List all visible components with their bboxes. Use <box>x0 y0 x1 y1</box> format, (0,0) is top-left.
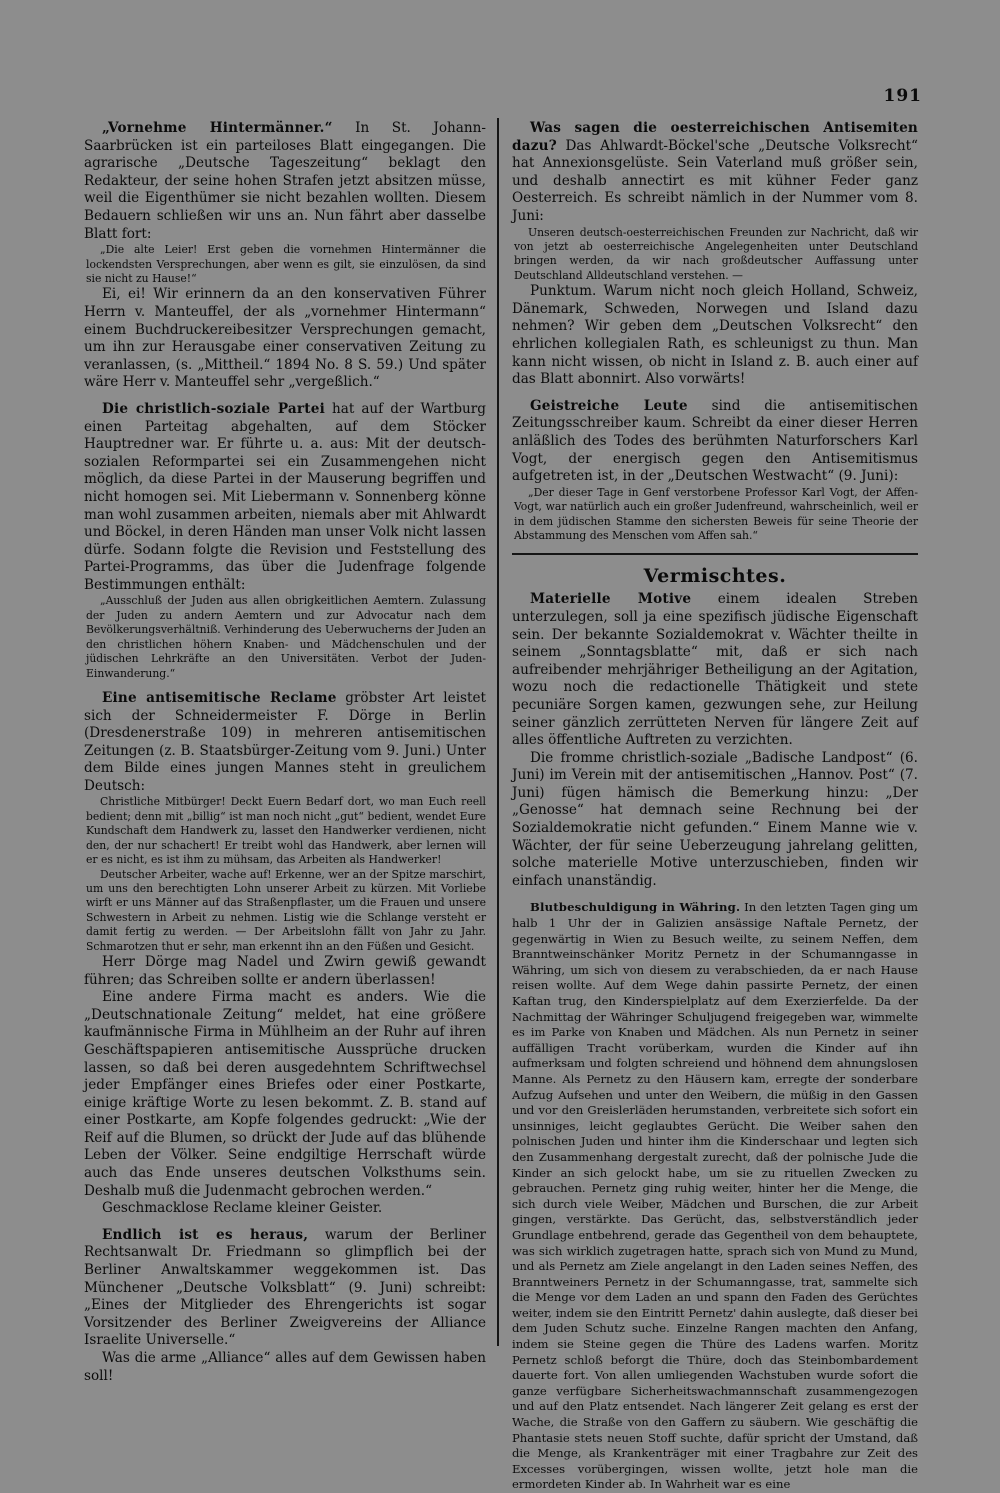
article-oesterreichische-antisemiten <box>512 120 918 226</box>
section-title: Vermischtes. <box>643 565 787 588</box>
article-text: hat auf der Wartburg einen Parteitag abgehalten, auf dem Stöcker Hauptredner war. Er führte u. a. aus: Mit der deutsch-sozialen Reformpartei sei ein Zusammengehen nicht möglich, da diese Partei in der Mauserung begriffen und nicht homogen sei. Mit Liebermann v. Sonnenberg könne man wohl zusammen arbeiten, niemals aber mit Ahlwardt und Böckel, in deren Händen man unser Volk nicht lassen dürfe. Sodann folgte die Revision und Feststellung des Partei-Programms, das über die Judenfrage folgende Bestimmungen enthält: <box>84 400 487 593</box>
quote-block: Unseren deutsch-oesterreichischen Freunden zur Nachricht, daß wir von jetzt ab oesterreichische Angelegenheiten unter Deutschland bringen werden, da wir nach großdeutscher Auffassung unter Deutschland Alldeutschland verstehen. — <box>514 225 918 282</box>
quote-block: „Ausschluß der Juden aus allen obrigkeitlichen Aemtern. Zulassung der Juden zu andern Aemtern und zur Advocatur nach dem Bevölkerungsverhältniß. Verhinderung des Ueberwucherns der Juden an den christlichen höhern Knaben- und Mädchenschulen und der jüdischen Lehrkräfte an den Universitäten. Verbot der Juden-Einwanderung.“ <box>86 594 486 680</box>
quote-block: Deutscher Arbeiter, wache auf! Erkenne, wer an der Spitze marschirt, um uns den berechtigten Lohn unserer Arbeit zu kürzen. Mit Vorliebe wirft er uns Männer auf das Straßenpflaster, um die Frauen und unsere Schwestern in Arbeit zu nehmen. Listig wie die Schlange versteht er damit fertig zu werden. — Der Arbeitslohn fällt von Jahr zu Jahr. Schmarotzen thut er sehr, man erkennt ihn an den Füßen und Gesicht. <box>86 867 486 953</box>
article-endlich-ist-es-heraus <box>84 1227 486 1350</box>
left-column <box>84 120 487 1384</box>
article-heading: Die christlich-soziale Partei <box>102 400 325 417</box>
article-antisemitische-reclame <box>84 690 486 796</box>
right-column <box>512 120 918 1492</box>
article-text: Punktum. Warum nicht noch gleich Holland, Schweiz, Dänemark, Schweden, Norwegen und Island dazu nehmen? Wir geben dem „Deutschen Volksrecht“ den ehrlichen kollegialen Rath, es schleunigst zu thun. Man kann nicht wissen, ob nicht in Island z. B. auch einer auf das Blatt abonnirt. Also vorwärts! <box>512 283 918 388</box>
page-number: 191 <box>883 86 922 106</box>
quote-block: „Die alte Leier! Erst geben die vornehmen Hintermänner die lockendsten Versprechungen, aber wenn es gilt, sie einzulösen, da sind sie nicht zu Hause!“ <box>86 243 486 285</box>
quote-block: „Der dieser Tage in Genf verstorbene Professor Karl Vogt, der Affen-Vogt, war natürlich auch ein großer Judenfreund, wahrscheinlich, weil er in dem jüdischen Stamme den sichersten Beweis für seine Theorie der Abstammung des Menschen vom Affen sah.“ <box>514 485 918 542</box>
article-text: Das Ahlwardt-Böckel'sche „Deutsche Volksrecht“ hat Annexionsgelüste. Sein Vaterland muß größer sein, und deshalb annectirt es mit kühner Feder ganz Oesterreich. Es schreibt nämlich in der Nummer vom 8. Juni: <box>512 137 918 224</box>
article-text: gröbster Art leistet sich der Schneidermeister F. Dörge in Berlin (Dresdenerstraße 109) in mehreren antisemitischen Zeitungen (z. B. Staatsbürger-Zeitung vom 9. Juni.) Unter dem Bilde eines jungen Mannes steht in greulichem Deutsch: <box>84 689 486 794</box>
article-text: In St. Johann-Saarbrücken ist ein parteiloses Blatt eingegangen. Die agrarische „Deutsche Tageszeitung“ beklagt den Redakteur, der seine hohen Strafen jetzt absitzen müsse, weil die Eigenthümer sie nicht bezahlen wollten. Diesem Bedauern schließen wir uns an. Nun fährt aber dasselbe Blatt fort: <box>84 120 486 242</box>
article-materielle-motive <box>512 591 918 749</box>
article-christlich-soziale-partei <box>84 401 486 595</box>
article-text: sind die antisemitischen Zeitungsschreiber kaum. Schreibt da einer dieser Herren anläßlich des Todes des berühmten Naturforschers Karl Vogt, der energisch gegen den Antisemitismus aufgetreten ist, in der „Deutschen Westwacht“ (9. Juni): <box>512 397 918 485</box>
article-text: Die fromme christlich-soziale „Badische Landpost“ (6. Juni) im Verein mit der antisemitischen „Hannov. Post“ (7. Juni) fügen hämisch die Bemerkung hinzu: „Der „Genosse“ hat demnach seine Rechnung bei der Sozialdemokratie nicht gefunden.“ Einem Manne wie v. Wächter, der für seine Ueberzeugung jahrelang gelitten, solche materielle Motive unterzuschieben, finden wir einfach unanständig. <box>512 749 918 889</box>
column-divider <box>497 118 499 1346</box>
article-text: warum der Berliner Rechtsanwalt Dr. Friedmann so glimpflich bei der Berliner Anwaltskammer weggekommen ist. Das Münchener „Deutsche Volksblatt“ (9. Juni) schreibt: „Eines der Mitglieder des Ehrengerichts ist sogar Vorsitzender des Berliner Zweigvereins der Alliance Israelite Universelle.“ <box>84 1226 486 1349</box>
article-vornehme-hintermaenner <box>84 120 486 243</box>
article-text: einem idealen Streben unterzulegen, soll ja eine spezifisch jüdische Eigenschaft sein. Der bekannte Sozialdemokrat v. Wächter theilte in seinem „Sonntagsblatte“ mit, daß er sich nach aufreibender mehrjähriger Betheiligung an der Agitation, wozu noch die redactionelle Thätigkeit und stete pecuniäre Sorgen kamen, gezwungen sehe, zur Heilung seiner gänzlich zerrütteten Nerven für längere Zeit auf alles öffentliche Auftreten zu verzichten. <box>512 591 918 749</box>
section-divider <box>512 553 918 555</box>
quote-block: Christliche Mitbürger! Deckt Euern Bedarf dort, wo man Euch reell bedient; denn mit „billig“ ist man noch nicht „gut“ bedient, wendet Eure Kundschaft dem Handwerk zu, lasset den Handwerker verdienen, nicht den, der nur schachert! Er treibt wohl das Handwerk, aber lernen will er es nicht, es ist ihm zu mühsam, das Arbeiten als Handwerker! <box>86 795 486 867</box>
article-text: Ei, ei! Wir erinnern da an den konservativen Führer Herrn v. Manteuffel, der als „vornehmer Hintermann“ einem Buchdruckereibesitzer Versprechungen gemacht, um ihn zur Herausgabe einer conservativen Zeitung zu veranlassen, (s. „Mittheil.“ 1894 No. 8 S. 59.) Und später wäre Herr v. Manteuffel sehr „vergeßlich.“ <box>84 286 486 391</box>
article-text: Herr Dörge mag Nadel und Zwirn gewiß gewandt führen; das Schreiben sollte er andern überlassen! <box>84 953 486 988</box>
article-text: In den letzten Tagen ging um halb 1 Uhr der in Galizien ansässige Naftale Pernetz, der gegenwärtig in Wien zu Besuch weilte, zu seinem Neffen, dem Branntweinschänker Moritz Pernetz in der Schumanngasse in Währing, um sich von diesem zu verabschieden, da er nach Hause reisen wollte. Auf dem Wege dahin passirte Pernetz, der einen Kaftan trug, den Kinderspielplatz auf dem Exerzierfelde. Da der Nachmittag der Währinger Schuljugend freigegeben war, wimmelte es im Parke von Knaben und Mädchen. Als nun Pernetz in seiner auffälligen Tracht vorüberkam, wurden die Kinder auf ihn aufmerksam und folgten schreiend und höhnend dem ahnungslosen Manne. Als Pernetz zu den Häusern kam, erregte der sonderbare Aufzug Aufsehen und unter den Weibern, die müßig in den Gassen und vor den Greislerläden herumstanden, verbreitete sich sofort ein unsinniges, leicht geglaubtes Gerücht. Die Weiber sahen den polnischen Juden und hinter ihm die Kinderschaar und legten sich den Zusammenhang dergestalt zurecht, daß der polnische Jude die Kinder an sich gelockt habe, um sie zu rituellen Zwecken zu gebrauchen. Pernetz ging ruhig weiter, hinter her die Menge, die sich durch viele Weiber, Mädchen und Burschen, die zur Arbeit gingen, verstärkte. Das Gerücht, das, selbstverständlich jeder Grundlage entbehrend, gerade das Gegentheil von dem behauptete, was sich wirklich zugetragen hatte, sprach sich von Mund zu Mund, und als Pernetz am Ziele angelangt in den Laden seines Neffen, des Branntweiners Pernetz in der Schumanngasse, trat, sammelte sich die Menge vor dem Laden an und spann den Faden des Gerüchtes weiter, indem sie den Eintritt Pernetz' dahin auslegte, daß dieser bei dem Juden Schutz suche. Einzelne Rangen machten den Anfang, indem sie Steine gegen die Thüre des Ladens warfen. Moritz Pernetz schloß beforgt die Thüre, doch das Steinbombardement dauerte fort. Von allen umliegenden Wachstuben wurde sofort die ganze verfügbare Sicherheitswachmannschaft zusammengezogen und auf den Platz entsendet. Nach längerer Zeit gelang es erst der Wache, die Straße von den Gaffern zu säubern. Wie geschäftig die Phantasie stets neuen Stoff suchte, dafür spricht der Umstand, daß die Menge, als Krankenträger mit einer Tragbahre zur Zeit des Excesses vorübergingen, wissen wollte, jetzt hole man die ermordeten Kinder ab. In Wahrheit war es eine <box>512 900 918 1492</box>
article-heading: Was sagen die oesterreichischen Antisemiten dazu? <box>512 120 918 154</box>
article-text: Eine andere Firma macht es anders. Wie die „Deutschnationale Zeitung“ meldet, hat eine größere kaufmännische Firma in Mühlheim an der Ruhr auf ihren Geschäftspapieren antisemitische Aussprüche drucken lassen, so daß bei deren ausgedehntem Schriftwechsel jeder Empfänger eines Briefes oder einer Postkarte, einige kräftige Worte zu lesen bekommt. Z. B. stand auf einer Postkarte, am Kopfe folgendes gedruckt: „Wie der Reif auf die Blumen, so drückt der Jude auf das blühende Leben der Völker. Seine endgiltige Herrschaft würde auch das Ende unseres deutschen Volksthums sein. Deshalb muß die Judenmacht gebrochen werden.“ <box>84 989 486 1199</box>
article-heading: „Vornehme Hintermänner.“ <box>102 120 333 136</box>
article-blutbeschuldigung <box>512 900 918 1493</box>
article-heading: Eine antisemitische Reclame <box>102 689 337 706</box>
article-heading: Materielle Motive <box>530 591 692 608</box>
article-heading: Blutbeschuldigung in Währing. <box>530 900 741 915</box>
article-geistreiche-leute <box>512 398 918 486</box>
article-text: Geschmacklose Reclame kleiner Geister. <box>102 1200 383 1217</box>
article-heading: Endlich ist es heraus, <box>102 1226 309 1243</box>
article-heading: Geistreiche Leute <box>530 397 688 414</box>
article-text: Was die arme „Alliance“ alles auf dem Gewissen haben soll! <box>84 1350 486 1384</box>
